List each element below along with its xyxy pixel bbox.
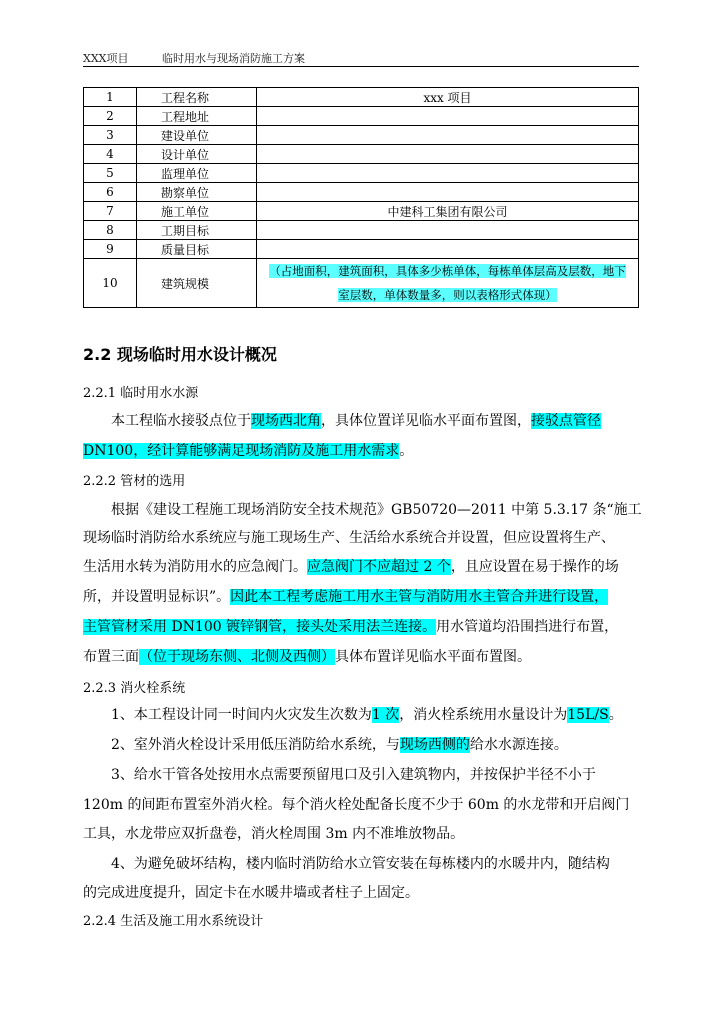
paragraph-line: 根据《建设工程施工现场消防安全技术规范》GB50720—2011 中第 5.3.17 条“施工 xyxy=(111,502,642,518)
header-project: XXX项目 xyxy=(83,52,129,65)
page-header xyxy=(83,50,639,67)
paragraph-line: 工具，水龙带应双折盘卷，消火栓周围 3m 内不准堆放物品。 xyxy=(83,826,465,842)
subsection-title-2-2-3: 2.2.3 消火栓系统 xyxy=(83,681,186,696)
row-label: 勘察单位 xyxy=(137,183,257,202)
row-label: 工期目标 xyxy=(137,221,257,240)
highlight: 因此本工程考虑施工用水主管与消防用水主管合并进行设置， xyxy=(230,589,609,605)
highlight: 接驳点管径 xyxy=(531,413,601,429)
subsection-title-2-2-2: 2.2.2 管材的选用 xyxy=(83,474,186,489)
row-value xyxy=(257,107,639,126)
highlight: 1 次 xyxy=(371,707,400,723)
paragraph-line: 生活用水转为消防用水的应急阀门。应急阀门不应超过 2 个，且应设置在易于操作的场 xyxy=(83,559,619,575)
row-label: 施工单位 xyxy=(137,202,257,221)
table-row xyxy=(84,107,639,126)
highlight: 15L/S xyxy=(567,707,609,723)
row-number: 9 xyxy=(84,240,137,259)
row-number: 7 xyxy=(84,202,137,221)
subsection-title-2-2-1: 2.2.1 临时用水水源 xyxy=(83,386,199,401)
table-row xyxy=(84,126,639,145)
row-value xyxy=(257,145,639,164)
table-row xyxy=(84,88,639,107)
paragraph-line: 的完成进度提升，固定卡在水暖井墙或者柱子上固定。 xyxy=(83,885,419,901)
row-number: 10 xyxy=(84,259,137,308)
row-label: 建筑规模 xyxy=(137,259,257,308)
table-row xyxy=(84,202,639,221)
subsection-title-2-2-4: 2.2.4 生活及施工用水系统设计 xyxy=(83,914,264,929)
row-value xyxy=(257,183,639,202)
row-label: 工程地址 xyxy=(137,107,257,126)
row-value xyxy=(257,164,639,183)
paragraph-line: 1、本工程设计同一时间内火灾发生次数为1 次，消火栓系统用水量设计为15L/S。 xyxy=(111,707,623,723)
table-row xyxy=(84,183,639,202)
highlight: 现场西侧的 xyxy=(399,737,470,753)
paragraph-line: 120m 的间距布置室外消火栓。每个消火栓处配备长度不少于 60m 的水龙带和开启阀门 xyxy=(83,797,630,813)
highlight: 现场西北角 xyxy=(251,413,321,429)
project-info-table xyxy=(83,87,639,308)
row-value xyxy=(257,240,639,259)
paragraph-line: 布置三面（位于现场东侧、北侧及西侧）具体布置详见临水平面布置图。 xyxy=(83,649,531,665)
paragraph-line: 主管管材采用 DN100 镀锌钢管，接头处采用法兰连接。用水管道均沿围挡进行布置， xyxy=(83,619,619,635)
row-label: 监理单位 xyxy=(137,164,257,183)
highlight: ，经计算能够满足现场消防及施工用水需求 xyxy=(133,443,400,459)
paragraph-line: 本工程临水接驳点位于现场西北角，具体位置详见临水平面布置图，接驳点管径 xyxy=(111,413,601,429)
table-row xyxy=(84,164,639,183)
paragraph-line: 现场临时消防给水系统应与施工现场生产、生活给水系统合并设置，但应设置将生产、 xyxy=(83,530,615,546)
paragraph-line: DN100，经计算能够满足现场消防及施工用水需求。 xyxy=(83,443,414,459)
row-value: xxx 项目 xyxy=(257,88,639,107)
paragraph-line: 2、室外消火栓设计采用低压消防给水系统，与现场西侧的给水水源连接。 xyxy=(111,737,568,753)
row-label: 设计单位 xyxy=(137,145,257,164)
scale-note-line1: （占地面积，建筑面积，具体多少栋单体，每栋单体层高及层数，地下 xyxy=(269,264,626,278)
row-value xyxy=(257,259,639,308)
row-value xyxy=(257,221,639,240)
row-label: 建设单位 xyxy=(137,126,257,145)
row-value xyxy=(257,126,639,145)
row-number: 4 xyxy=(84,145,137,164)
highlight: 应急阀门不应超过 2 个 xyxy=(307,559,451,575)
paragraph-line: 4、为避免破坏结构，楼内临时消防给水立管安装在每栋楼内的水暖井内，随结构 xyxy=(111,856,610,872)
row-number: 3 xyxy=(84,126,137,145)
table-row xyxy=(84,240,639,259)
scale-note-line2: 室层数，单体数量多，则以表格形式体现） xyxy=(338,288,557,302)
paragraph-line: 3、给水干管各处按用水点需要预留甩口及引入建筑物内，并按保护半径不小于 xyxy=(111,767,596,783)
row-number: 1 xyxy=(84,88,137,107)
section-title: 2.2 现场临时用水设计概况 xyxy=(83,345,277,364)
row-number: 2 xyxy=(84,107,137,126)
highlight: （位于现场东侧、北侧及西侧） xyxy=(139,649,335,665)
row-number: 6 xyxy=(84,183,137,202)
row-label: 质量目标 xyxy=(137,240,257,259)
highlight: 主管管材采用 DN100 镀锌钢管，接头处采用法兰连接。 xyxy=(83,619,437,635)
paragraph-line: 所，并设置明显标识”。因此本工程考虑施工用水主管与消防用水主管合并进行设置， xyxy=(83,589,609,605)
row-number: 8 xyxy=(84,221,137,240)
table-row xyxy=(84,221,639,240)
header-doc-title: 临时用水与现场消防施工方案 xyxy=(162,52,305,65)
table-row xyxy=(84,145,639,164)
table-row xyxy=(84,259,639,308)
highlight: DN100 xyxy=(83,443,134,459)
row-label: 工程名称 xyxy=(137,88,257,107)
row-value: 中建科工集团有限公司 xyxy=(257,202,639,221)
row-number: 5 xyxy=(84,164,137,183)
